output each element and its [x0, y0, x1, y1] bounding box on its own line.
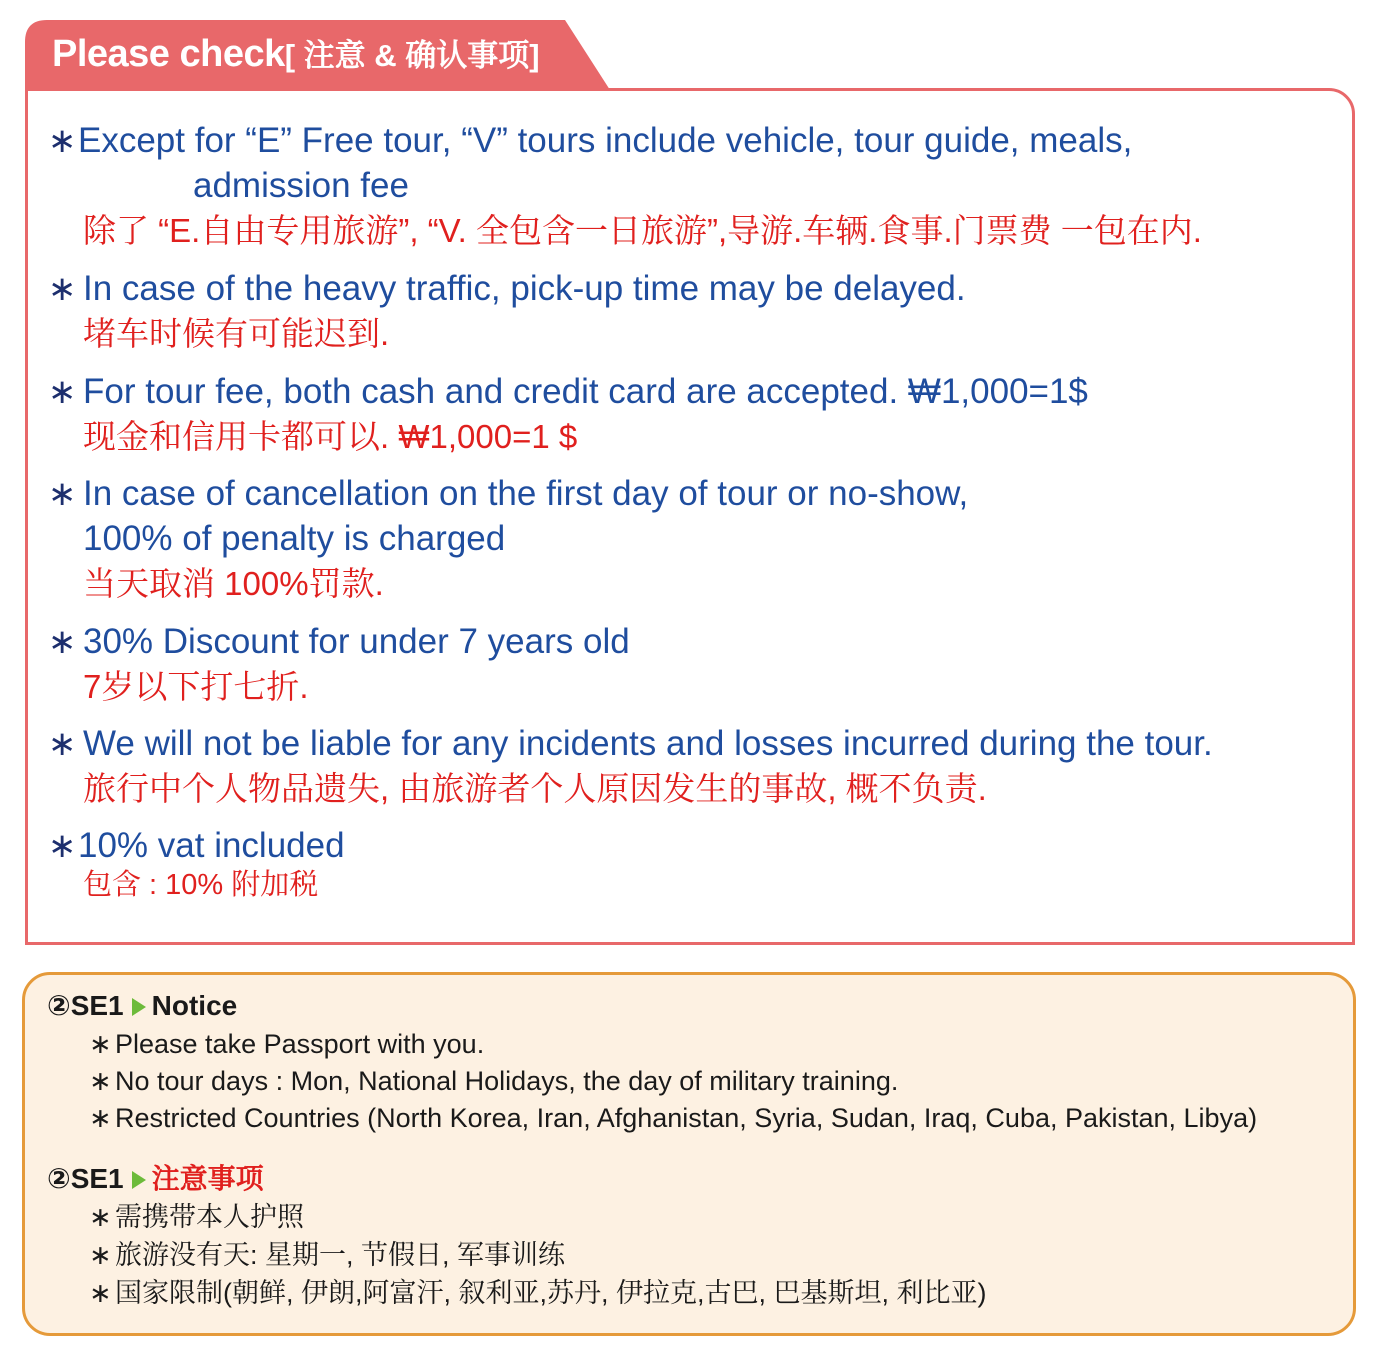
- notice-line-text: 国家限制(朝鲜, 伊朗,阿富汗, 叙利亚,苏丹, 伊拉克,古巴, 巴基斯坦, 利比亚): [115, 1278, 987, 1308]
- triangle-right-icon: [132, 1171, 146, 1189]
- notice-line-text: Restricted Countries (North Korea, Iran, Afghanistan, Syria, Sudan, Iraq, Cuba, Pakistan, Libya): [115, 1103, 1258, 1133]
- please-check-box: [25, 88, 1355, 945]
- title-chinese: [ 注意 & 确认事项]: [284, 38, 540, 73]
- notice-prefix: ②SE1: [47, 1163, 124, 1194]
- item-chinese-line: 包含 : 10% 附加税: [83, 869, 319, 901]
- asterisk-icon: ∗: [89, 1066, 112, 1097]
- notice-title-chinese: 注意事项: [151, 1163, 264, 1194]
- item-chinese-line: 除了 “E.自由专用旅游”, “V. 全包含一日旅游”,导游.车辆.食事.门票费 一包在内.: [83, 212, 1202, 249]
- asterisk-icon: ∗: [89, 1202, 112, 1233]
- title-english: Please check: [52, 33, 285, 75]
- asterisk-icon: ∗: [48, 269, 77, 309]
- notice-line-text: No tour days : Mon, National Holidays, the day of military training.: [115, 1066, 899, 1096]
- notice-line: [89, 1275, 987, 1312]
- asterisk-icon: ∗: [89, 1029, 112, 1060]
- asterisk-icon: ∗: [48, 372, 77, 412]
- notice-line: [89, 1237, 565, 1274]
- asterisk-icon: ∗: [89, 1103, 112, 1134]
- item-chinese-line: 现金和信用卡都可以. ₩1,000=1 $: [83, 418, 578, 455]
- notice-line: [89, 1199, 304, 1236]
- item-chinese-line: 当天取消 100%罚款.: [83, 565, 384, 602]
- notice-title: Notice: [151, 990, 238, 1021]
- triangle-right-icon: [132, 998, 146, 1016]
- item-english-line: admission fee: [193, 166, 409, 205]
- please-check-tab: [25, 20, 610, 90]
- please-check-title: [52, 34, 540, 82]
- item-english-line: 10% vat included: [78, 826, 345, 865]
- notice-line: [89, 1026, 484, 1063]
- item-chinese-line: 7岁以下打七折.: [83, 668, 309, 705]
- notice-line: [89, 1063, 898, 1100]
- notice-line-text: Please take Passport with you.: [115, 1029, 485, 1059]
- notice-line: [89, 1100, 1257, 1137]
- item-english-line: For tour fee, both cash and credit card are accepted. ₩1,000=1$: [83, 372, 1088, 411]
- item-chinese-line: 旅行中个人物品遗失, 由旅游者个人原因发生的事故, 概不负责.: [83, 770, 987, 807]
- item-english-line: Except for “E” Free tour, “V” tours include vehicle, tour guide, meals,: [78, 121, 1133, 160]
- notice-line-text: 需携带本人护照: [115, 1202, 304, 1232]
- notice-line-text: 旅游没有天: 星期一, 节假日, 军事训练: [115, 1240, 566, 1270]
- asterisk-icon: ∗: [48, 622, 77, 662]
- notice-prefix: ②SE1: [47, 990, 124, 1021]
- asterisk-icon: ∗: [89, 1240, 112, 1271]
- asterisk-icon: ∗: [89, 1278, 112, 1309]
- item-english-line: In case of the heavy traffic, pick-up time may be delayed.: [83, 269, 966, 308]
- asterisk-icon: ∗: [48, 121, 77, 161]
- asterisk-icon: ∗: [48, 474, 77, 514]
- item-english-line: 100% of penalty is charged: [83, 519, 506, 558]
- item-english-line: In case of cancellation on the first day of tour or no-show,: [83, 474, 969, 513]
- se1-notice-box: [22, 972, 1356, 1336]
- asterisk-icon: ∗: [48, 826, 77, 866]
- notice-heading-chinese: [47, 1161, 264, 1197]
- item-english-line: 30% Discount for under 7 years old: [83, 622, 630, 661]
- item-chinese-line: 堵车时候有可能迟到.: [83, 315, 390, 352]
- notice-heading-english: [47, 988, 237, 1024]
- item-english-line: We will not be liable for any incidents and losses incurred during the tour.: [83, 724, 1213, 763]
- asterisk-icon: ∗: [48, 724, 77, 764]
